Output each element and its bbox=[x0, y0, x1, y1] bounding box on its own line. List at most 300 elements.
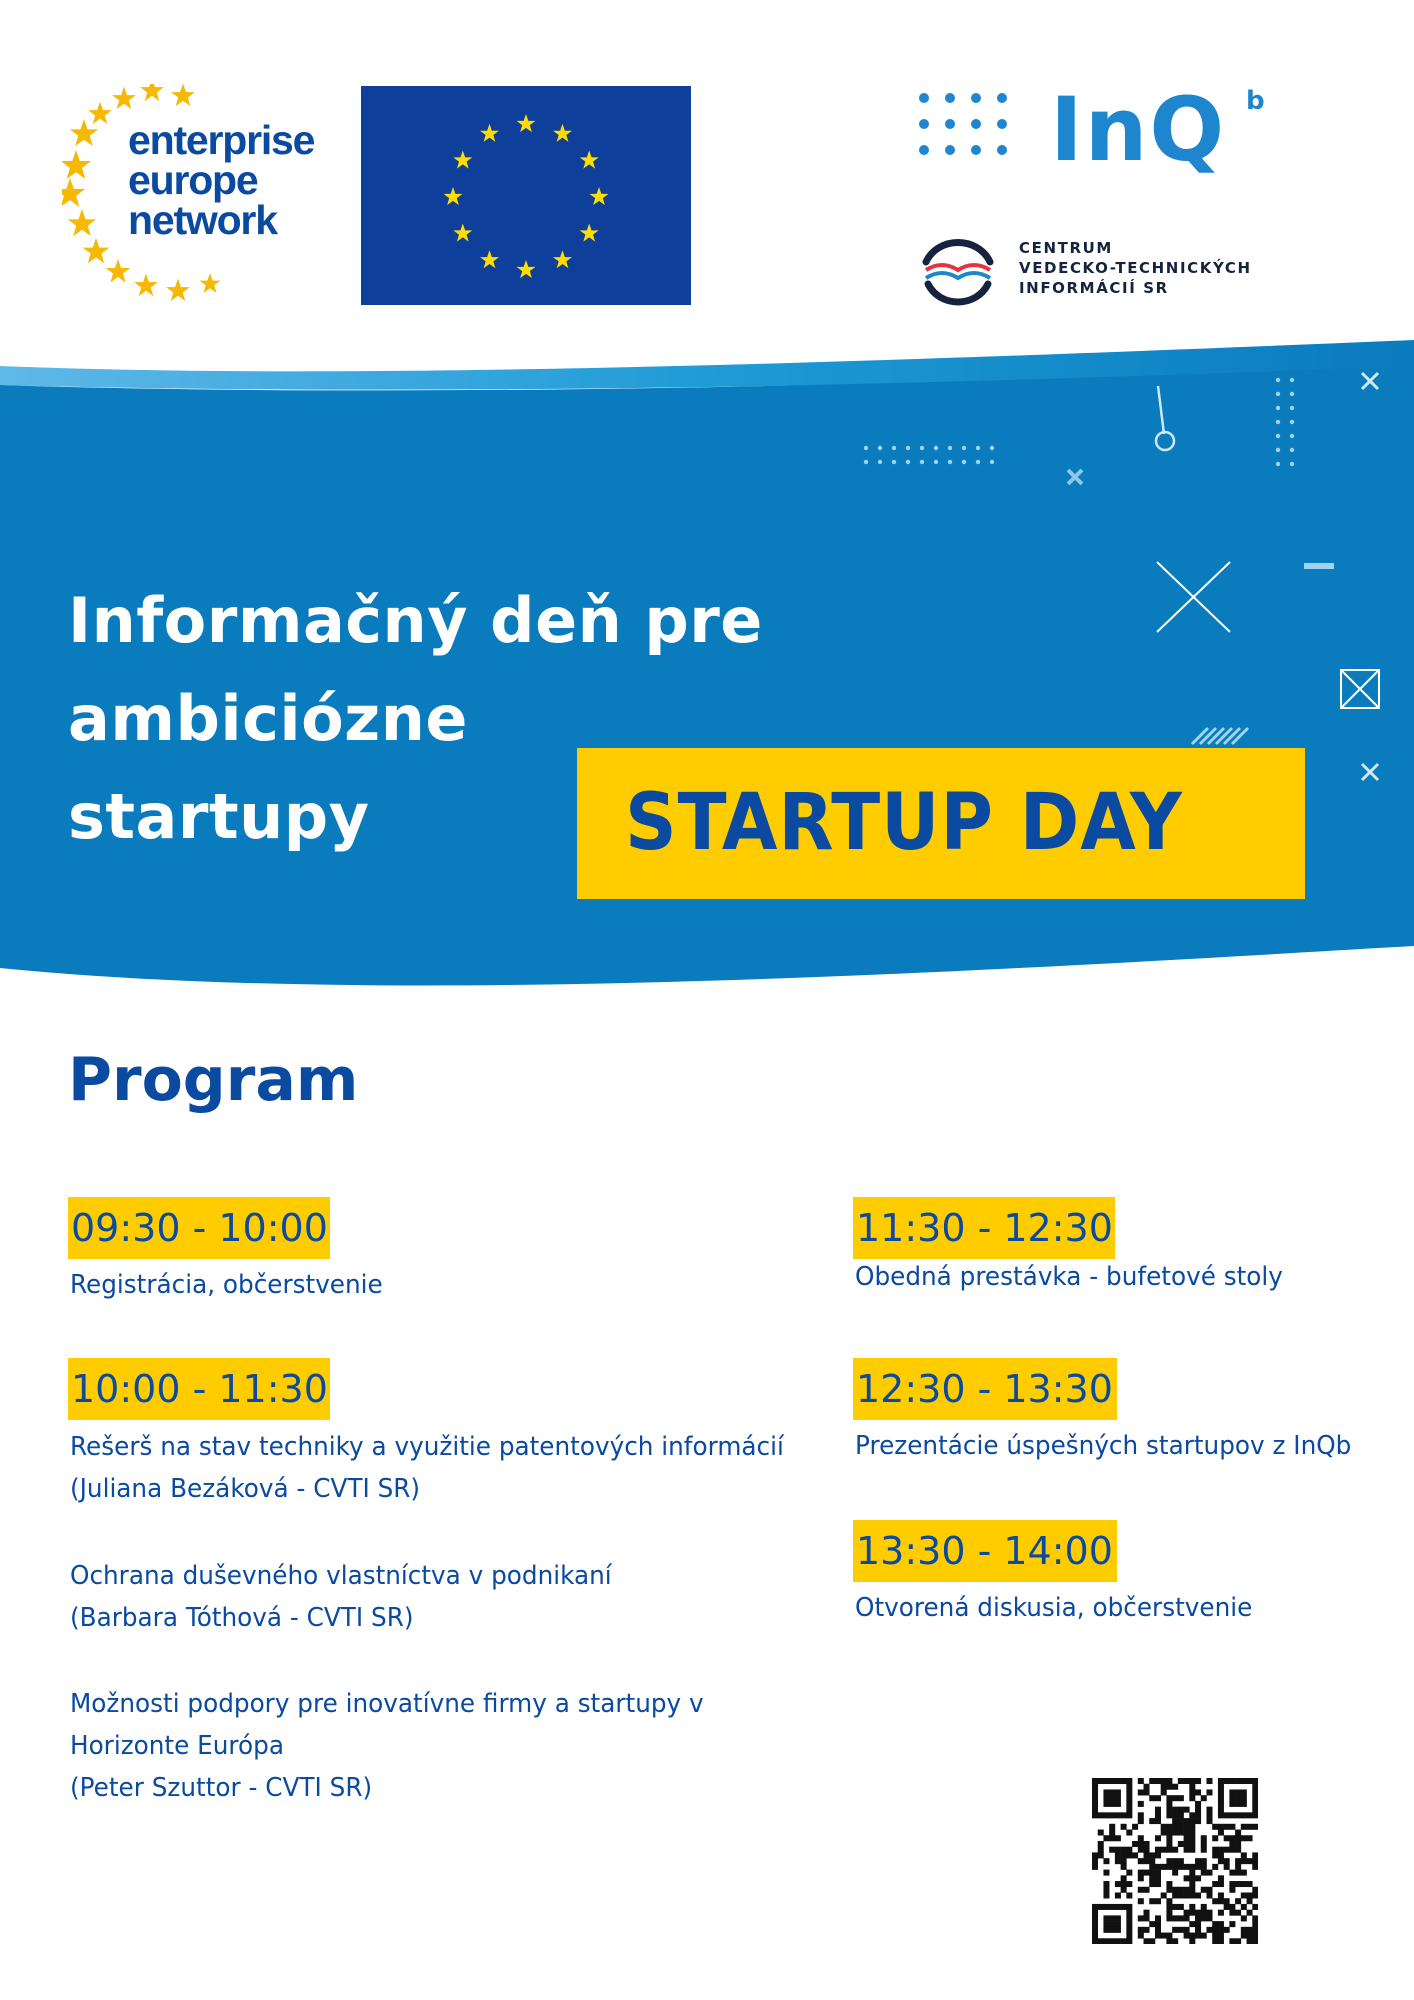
qr-module bbox=[1109, 1789, 1115, 1795]
qr-module bbox=[1184, 1892, 1190, 1898]
qr-module bbox=[1235, 1778, 1241, 1784]
qr-module bbox=[1126, 1904, 1132, 1910]
qr-module bbox=[1201, 1835, 1207, 1841]
cvti-sr-logo bbox=[918, 228, 1278, 308]
qr-module bbox=[1224, 1835, 1230, 1841]
qr-module bbox=[1229, 1904, 1235, 1910]
agenda-item-1-line-1: Registrácia, občerstvenie bbox=[70, 1270, 383, 1300]
qr-code-image bbox=[1092, 1778, 1258, 1944]
qr-module bbox=[1241, 1795, 1247, 1801]
qr-module bbox=[1247, 1835, 1253, 1841]
inqb-dot-grid bbox=[918, 86, 1038, 176]
qr-module bbox=[1178, 1887, 1184, 1893]
qr-module bbox=[1092, 1789, 1098, 1795]
qr-module bbox=[1144, 1852, 1150, 1858]
enterprise-europe-network-logo bbox=[62, 84, 342, 304]
qr-module bbox=[1206, 1818, 1212, 1824]
qr-module bbox=[1155, 1852, 1161, 1858]
cvti-line-3: INFORMÁCIÍ SR bbox=[1019, 279, 1169, 297]
qr-module bbox=[1206, 1887, 1212, 1893]
qr-module bbox=[1149, 1818, 1155, 1824]
event-title-line-1: Informačný deň pre ambiciózne bbox=[68, 584, 763, 755]
qr-module bbox=[1172, 1864, 1178, 1870]
qr-module bbox=[1092, 1933, 1098, 1939]
qr-module bbox=[1252, 1807, 1258, 1813]
qr-module bbox=[1149, 1875, 1155, 1881]
qr-module bbox=[1166, 1801, 1172, 1807]
qr-module bbox=[1184, 1841, 1190, 1847]
qr-module bbox=[1092, 1864, 1098, 1870]
qr-module bbox=[1184, 1864, 1190, 1870]
qr-module bbox=[1206, 1892, 1212, 1898]
program-heading: Program bbox=[68, 1045, 359, 1115]
qr-module bbox=[1138, 1915, 1144, 1921]
qr-module bbox=[1172, 1927, 1178, 1933]
qr-module bbox=[1195, 1864, 1201, 1870]
qr-module bbox=[1155, 1847, 1161, 1853]
qr-module bbox=[1103, 1892, 1109, 1898]
qr-module bbox=[1121, 1824, 1127, 1830]
qr-module bbox=[1178, 1927, 1184, 1933]
cvti-line-2: VEDECKO-TECHNICKÝCH bbox=[1019, 259, 1252, 277]
qr-module bbox=[1218, 1789, 1224, 1795]
qr-module bbox=[1252, 1864, 1258, 1870]
qr-module bbox=[1178, 1904, 1184, 1910]
qr-module bbox=[1229, 1801, 1235, 1807]
qr-module bbox=[1189, 1818, 1195, 1824]
qr-module bbox=[1241, 1892, 1247, 1898]
qr-module bbox=[1121, 1858, 1127, 1864]
qr-module bbox=[1201, 1841, 1207, 1847]
qr-module bbox=[1189, 1881, 1195, 1887]
qr-module bbox=[1184, 1835, 1190, 1841]
qr-module bbox=[1178, 1841, 1184, 1847]
qr-module bbox=[1103, 1812, 1109, 1818]
qr-module bbox=[1121, 1881, 1127, 1887]
qr-module bbox=[1155, 1915, 1161, 1921]
qr-module bbox=[1195, 1818, 1201, 1824]
qr-module bbox=[1155, 1864, 1161, 1870]
qr-module bbox=[1172, 1887, 1178, 1893]
qr-module bbox=[1115, 1789, 1121, 1795]
qr-module bbox=[1144, 1784, 1150, 1790]
qr-module bbox=[1155, 1881, 1161, 1887]
qr-module bbox=[1241, 1881, 1247, 1887]
qr-module bbox=[1166, 1904, 1172, 1910]
qr-module bbox=[1247, 1927, 1253, 1933]
qr-module bbox=[1218, 1927, 1224, 1933]
qr-module bbox=[1132, 1852, 1138, 1858]
qr-module bbox=[1109, 1778, 1115, 1784]
qr-module bbox=[1103, 1881, 1109, 1887]
qr-module bbox=[1235, 1795, 1241, 1801]
qr-module bbox=[1172, 1892, 1178, 1898]
qr-module bbox=[1189, 1938, 1195, 1944]
qr-module bbox=[1189, 1824, 1195, 1830]
qr-module bbox=[1172, 1870, 1178, 1876]
qr-module bbox=[1212, 1927, 1218, 1933]
qr-module bbox=[1121, 1887, 1127, 1893]
qr-module bbox=[1195, 1807, 1201, 1813]
qr-module bbox=[1235, 1841, 1241, 1847]
agenda-item-2c-line-1: Možnosti podpory pre inovatívne firmy a startupy v bbox=[70, 1689, 704, 1719]
qr-module bbox=[1224, 1864, 1230, 1870]
startup-day-badge bbox=[577, 748, 1305, 899]
qr-module bbox=[1247, 1910, 1253, 1916]
qr-module bbox=[1252, 1812, 1258, 1818]
qr-module bbox=[1166, 1915, 1172, 1921]
qr-module bbox=[1212, 1864, 1218, 1870]
agenda-item-3 bbox=[855, 1256, 1283, 1298]
qr-module bbox=[1218, 1852, 1224, 1858]
qr-module bbox=[1184, 1824, 1190, 1830]
qr-module bbox=[1126, 1801, 1132, 1807]
qr-module bbox=[1218, 1778, 1224, 1784]
qr-module bbox=[1138, 1847, 1144, 1853]
qr-module bbox=[1229, 1870, 1235, 1876]
qr-module bbox=[1184, 1847, 1190, 1853]
qr-module bbox=[1184, 1933, 1190, 1939]
qr-module bbox=[1155, 1807, 1161, 1813]
qr-module bbox=[1155, 1795, 1161, 1801]
qr-module bbox=[1235, 1801, 1241, 1807]
qr-module bbox=[1212, 1938, 1218, 1944]
qr-module bbox=[1166, 1858, 1172, 1864]
qr-module bbox=[1149, 1795, 1155, 1801]
qr-module bbox=[1166, 1887, 1172, 1893]
qr-module bbox=[1241, 1835, 1247, 1841]
qr-module bbox=[1178, 1915, 1184, 1921]
qr-module bbox=[1247, 1898, 1253, 1904]
qr-module bbox=[1121, 1938, 1127, 1944]
qr-module bbox=[1138, 1801, 1144, 1807]
qr-module bbox=[1195, 1927, 1201, 1933]
qr-module bbox=[1235, 1910, 1241, 1916]
qr-module bbox=[1218, 1795, 1224, 1801]
qr-module bbox=[1229, 1938, 1235, 1944]
qr-module bbox=[1138, 1835, 1144, 1841]
qr-module bbox=[1155, 1933, 1161, 1939]
qr-module bbox=[1212, 1881, 1218, 1887]
qr-module bbox=[1229, 1847, 1235, 1853]
qr-module bbox=[1206, 1927, 1212, 1933]
qr-module bbox=[1201, 1910, 1207, 1916]
qr-module bbox=[1201, 1904, 1207, 1910]
qr-module bbox=[1166, 1933, 1172, 1939]
qr-module bbox=[1149, 1921, 1155, 1927]
agenda-item-5-line-1: Otvorená diskusia, občerstvenie bbox=[855, 1593, 1253, 1623]
qr-module bbox=[1155, 1898, 1161, 1904]
qr-module bbox=[1092, 1858, 1098, 1864]
qr-module bbox=[1172, 1858, 1178, 1864]
qr-module bbox=[1109, 1824, 1115, 1830]
qr-module bbox=[1201, 1858, 1207, 1864]
qr-module bbox=[1206, 1910, 1212, 1916]
qr-module bbox=[1138, 1778, 1144, 1784]
qr-module bbox=[1109, 1938, 1115, 1944]
qr-module bbox=[1098, 1852, 1104, 1858]
qr-module bbox=[1155, 1921, 1161, 1927]
qr-module bbox=[1229, 1812, 1235, 1818]
qr-module bbox=[1195, 1915, 1201, 1921]
qr-module bbox=[1138, 1933, 1144, 1939]
qr-module bbox=[1138, 1887, 1144, 1893]
qr-module bbox=[1212, 1898, 1218, 1904]
qr-module bbox=[1224, 1927, 1230, 1933]
qr-module bbox=[1115, 1852, 1121, 1858]
qr-module bbox=[1229, 1778, 1235, 1784]
qr-code[interactable] bbox=[1092, 1778, 1258, 1944]
qr-module bbox=[1229, 1921, 1235, 1927]
qr-module bbox=[1189, 1904, 1195, 1910]
qr-module bbox=[1092, 1904, 1098, 1910]
qr-module bbox=[1241, 1858, 1247, 1864]
qr-module bbox=[1132, 1824, 1138, 1830]
qr-module bbox=[1115, 1921, 1121, 1927]
qr-module bbox=[1115, 1938, 1121, 1944]
qr-module bbox=[1235, 1870, 1241, 1876]
qr-module bbox=[1166, 1938, 1172, 1944]
qr-module bbox=[1201, 1847, 1207, 1853]
qr-module bbox=[1184, 1910, 1190, 1916]
qr-module bbox=[1092, 1807, 1098, 1813]
qr-module bbox=[1218, 1921, 1224, 1927]
qr-module bbox=[1126, 1778, 1132, 1784]
qr-module bbox=[1212, 1921, 1218, 1927]
qr-module bbox=[1252, 1784, 1258, 1790]
qr-module bbox=[1166, 1824, 1172, 1830]
qr-module bbox=[1166, 1812, 1172, 1818]
qr-module bbox=[1098, 1847, 1104, 1853]
qr-module bbox=[1155, 1875, 1161, 1881]
qr-module bbox=[1235, 1938, 1241, 1944]
agenda-item-4-line-1: Prezentácie úspešných startupov z InQb bbox=[855, 1431, 1352, 1461]
qr-module bbox=[1155, 1818, 1161, 1824]
qr-module bbox=[1144, 1910, 1150, 1916]
qr-module bbox=[1166, 1778, 1172, 1784]
qr-module bbox=[1229, 1841, 1235, 1847]
qr-module bbox=[1109, 1835, 1115, 1841]
qr-module bbox=[1126, 1927, 1132, 1933]
qr-module bbox=[1126, 1910, 1132, 1916]
qr-module bbox=[1247, 1778, 1253, 1784]
agenda-item-2c bbox=[70, 1683, 704, 1809]
qr-module bbox=[1092, 1852, 1098, 1858]
qr-module bbox=[1172, 1847, 1178, 1853]
cvti-emblem-icon bbox=[918, 228, 998, 308]
qr-module bbox=[1212, 1852, 1218, 1858]
qr-module bbox=[1224, 1824, 1230, 1830]
qr-module bbox=[1138, 1870, 1144, 1876]
cvti-wordmark bbox=[1019, 238, 1252, 298]
qr-module bbox=[1189, 1784, 1195, 1790]
qr-module bbox=[1189, 1778, 1195, 1784]
qr-module bbox=[1149, 1858, 1155, 1864]
qr-module bbox=[1103, 1778, 1109, 1784]
qr-module bbox=[1126, 1847, 1132, 1853]
qr-module bbox=[1103, 1789, 1109, 1795]
qr-module bbox=[1206, 1915, 1212, 1921]
qr-module bbox=[1229, 1789, 1235, 1795]
agenda-item-2b-line-2: (Barbara Tóthová - CVTI SR) bbox=[70, 1603, 414, 1633]
qr-module bbox=[1098, 1830, 1104, 1836]
inqb-wordmark: InQ bbox=[1050, 78, 1227, 181]
qr-module bbox=[1166, 1830, 1172, 1836]
qr-module bbox=[1109, 1830, 1115, 1836]
qr-module bbox=[1229, 1881, 1235, 1887]
qr-module bbox=[1166, 1807, 1172, 1813]
qr-module bbox=[1121, 1904, 1127, 1910]
qr-module bbox=[1201, 1887, 1207, 1893]
qr-module bbox=[1195, 1778, 1201, 1784]
qr-module bbox=[1149, 1870, 1155, 1876]
qr-module bbox=[1115, 1927, 1121, 1933]
qr-module bbox=[1103, 1904, 1109, 1910]
qr-module bbox=[1149, 1881, 1155, 1887]
qr-module bbox=[1172, 1904, 1178, 1910]
qr-module bbox=[1241, 1812, 1247, 1818]
qr-module bbox=[1138, 1789, 1144, 1795]
qr-module bbox=[1189, 1933, 1195, 1939]
qr-module bbox=[1138, 1898, 1144, 1904]
qr-module bbox=[1098, 1778, 1104, 1784]
qr-module bbox=[1189, 1921, 1195, 1927]
agenda-item-1 bbox=[70, 1264, 383, 1306]
qr-module bbox=[1115, 1904, 1121, 1910]
qr-module bbox=[1098, 1841, 1104, 1847]
qr-module bbox=[1178, 1858, 1184, 1864]
qr-module bbox=[1172, 1824, 1178, 1830]
qr-module bbox=[1092, 1910, 1098, 1916]
qr-module bbox=[1172, 1784, 1178, 1790]
qr-module bbox=[1155, 1812, 1161, 1818]
qr-module bbox=[1126, 1892, 1132, 1898]
qr-module bbox=[1126, 1870, 1132, 1876]
qr-module bbox=[1252, 1904, 1258, 1910]
qr-module bbox=[1247, 1858, 1253, 1864]
qr-module bbox=[1195, 1933, 1201, 1939]
qr-module bbox=[1103, 1795, 1109, 1801]
qr-module bbox=[1235, 1812, 1241, 1818]
qr-module bbox=[1115, 1835, 1121, 1841]
qr-module bbox=[1218, 1801, 1224, 1807]
qr-module bbox=[1252, 1778, 1258, 1784]
qr-module bbox=[1224, 1812, 1230, 1818]
qr-module bbox=[1161, 1847, 1167, 1853]
qr-module bbox=[1206, 1807, 1212, 1813]
qr-module bbox=[1121, 1875, 1127, 1881]
qr-module bbox=[1178, 1818, 1184, 1824]
qr-module bbox=[1189, 1887, 1195, 1893]
qr-module bbox=[1121, 1864, 1127, 1870]
qr-module bbox=[1178, 1812, 1184, 1818]
qr-module bbox=[1149, 1864, 1155, 1870]
qr-module bbox=[1172, 1795, 1178, 1801]
qr-module bbox=[1155, 1870, 1161, 1876]
qr-module bbox=[1218, 1875, 1224, 1881]
qr-module bbox=[1126, 1921, 1132, 1927]
qr-module bbox=[1195, 1910, 1201, 1916]
qr-module bbox=[1166, 1881, 1172, 1887]
qr-module bbox=[1189, 1830, 1195, 1836]
qr-module bbox=[1121, 1812, 1127, 1818]
qr-module bbox=[1126, 1881, 1132, 1887]
qr-module bbox=[1126, 1830, 1132, 1836]
qr-module bbox=[1109, 1795, 1115, 1801]
qr-module bbox=[1229, 1835, 1235, 1841]
qr-module bbox=[1218, 1830, 1224, 1836]
qr-module bbox=[1138, 1841, 1144, 1847]
qr-module bbox=[1206, 1789, 1212, 1795]
agenda-item-2c-line-3: (Peter Szuttor - CVTI SR) bbox=[70, 1773, 373, 1803]
qr-module bbox=[1103, 1938, 1109, 1944]
qr-module bbox=[1252, 1858, 1258, 1864]
qr-module bbox=[1144, 1870, 1150, 1876]
qr-module bbox=[1121, 1778, 1127, 1784]
qr-module bbox=[1144, 1887, 1150, 1893]
qr-module bbox=[1195, 1801, 1201, 1807]
qr-module bbox=[1126, 1852, 1132, 1858]
qr-module bbox=[1224, 1898, 1230, 1904]
qr-module bbox=[1092, 1915, 1098, 1921]
time-slot-4: 12:30 - 13:30 bbox=[853, 1358, 1117, 1420]
qr-module bbox=[1224, 1778, 1230, 1784]
qr-module bbox=[1201, 1933, 1207, 1939]
cvti-line-1: CENTRUM bbox=[1019, 239, 1113, 257]
qr-module bbox=[1109, 1801, 1115, 1807]
qr-module bbox=[1161, 1933, 1167, 1939]
agenda-item-5 bbox=[855, 1587, 1252, 1629]
qr-module bbox=[1126, 1812, 1132, 1818]
qr-module bbox=[1126, 1807, 1132, 1813]
qr-module bbox=[1115, 1881, 1121, 1887]
time-slot-2: 10:00 - 11:30 bbox=[68, 1358, 330, 1420]
qr-module bbox=[1109, 1915, 1115, 1921]
qr-module bbox=[1178, 1824, 1184, 1830]
qr-module bbox=[1103, 1887, 1109, 1893]
qr-module bbox=[1103, 1915, 1109, 1921]
een-wordmark bbox=[128, 117, 315, 243]
qr-module bbox=[1098, 1812, 1104, 1818]
qr-module bbox=[1103, 1835, 1109, 1841]
qr-module bbox=[1241, 1852, 1247, 1858]
qr-module bbox=[1252, 1852, 1258, 1858]
qr-module bbox=[1184, 1887, 1190, 1893]
qr-module bbox=[1103, 1927, 1109, 1933]
qr-module bbox=[1115, 1795, 1121, 1801]
inqb-superscript: b bbox=[1246, 86, 1265, 116]
qr-module bbox=[1212, 1847, 1218, 1853]
time-slot-5: 13:30 - 14:00 bbox=[853, 1520, 1117, 1582]
qr-module bbox=[1206, 1812, 1212, 1818]
agenda-item-2a-line-1: Rešerš na stav techniky a využitie patentových informácií bbox=[70, 1432, 784, 1462]
een-line-1: enterprise bbox=[128, 117, 315, 163]
qr-module bbox=[1229, 1795, 1235, 1801]
qr-module bbox=[1235, 1864, 1241, 1870]
qr-module bbox=[1126, 1915, 1132, 1921]
qr-module bbox=[1144, 1938, 1150, 1944]
qr-module bbox=[1103, 1870, 1109, 1876]
qr-module bbox=[1092, 1801, 1098, 1807]
qr-module bbox=[1109, 1904, 1115, 1910]
qr-module bbox=[1218, 1807, 1224, 1813]
qr-module bbox=[1235, 1858, 1241, 1864]
qr-module bbox=[1155, 1927, 1161, 1933]
qr-module bbox=[1115, 1915, 1121, 1921]
qr-module bbox=[1115, 1778, 1121, 1784]
qr-module bbox=[1212, 1824, 1218, 1830]
qr-module bbox=[1189, 1910, 1195, 1916]
